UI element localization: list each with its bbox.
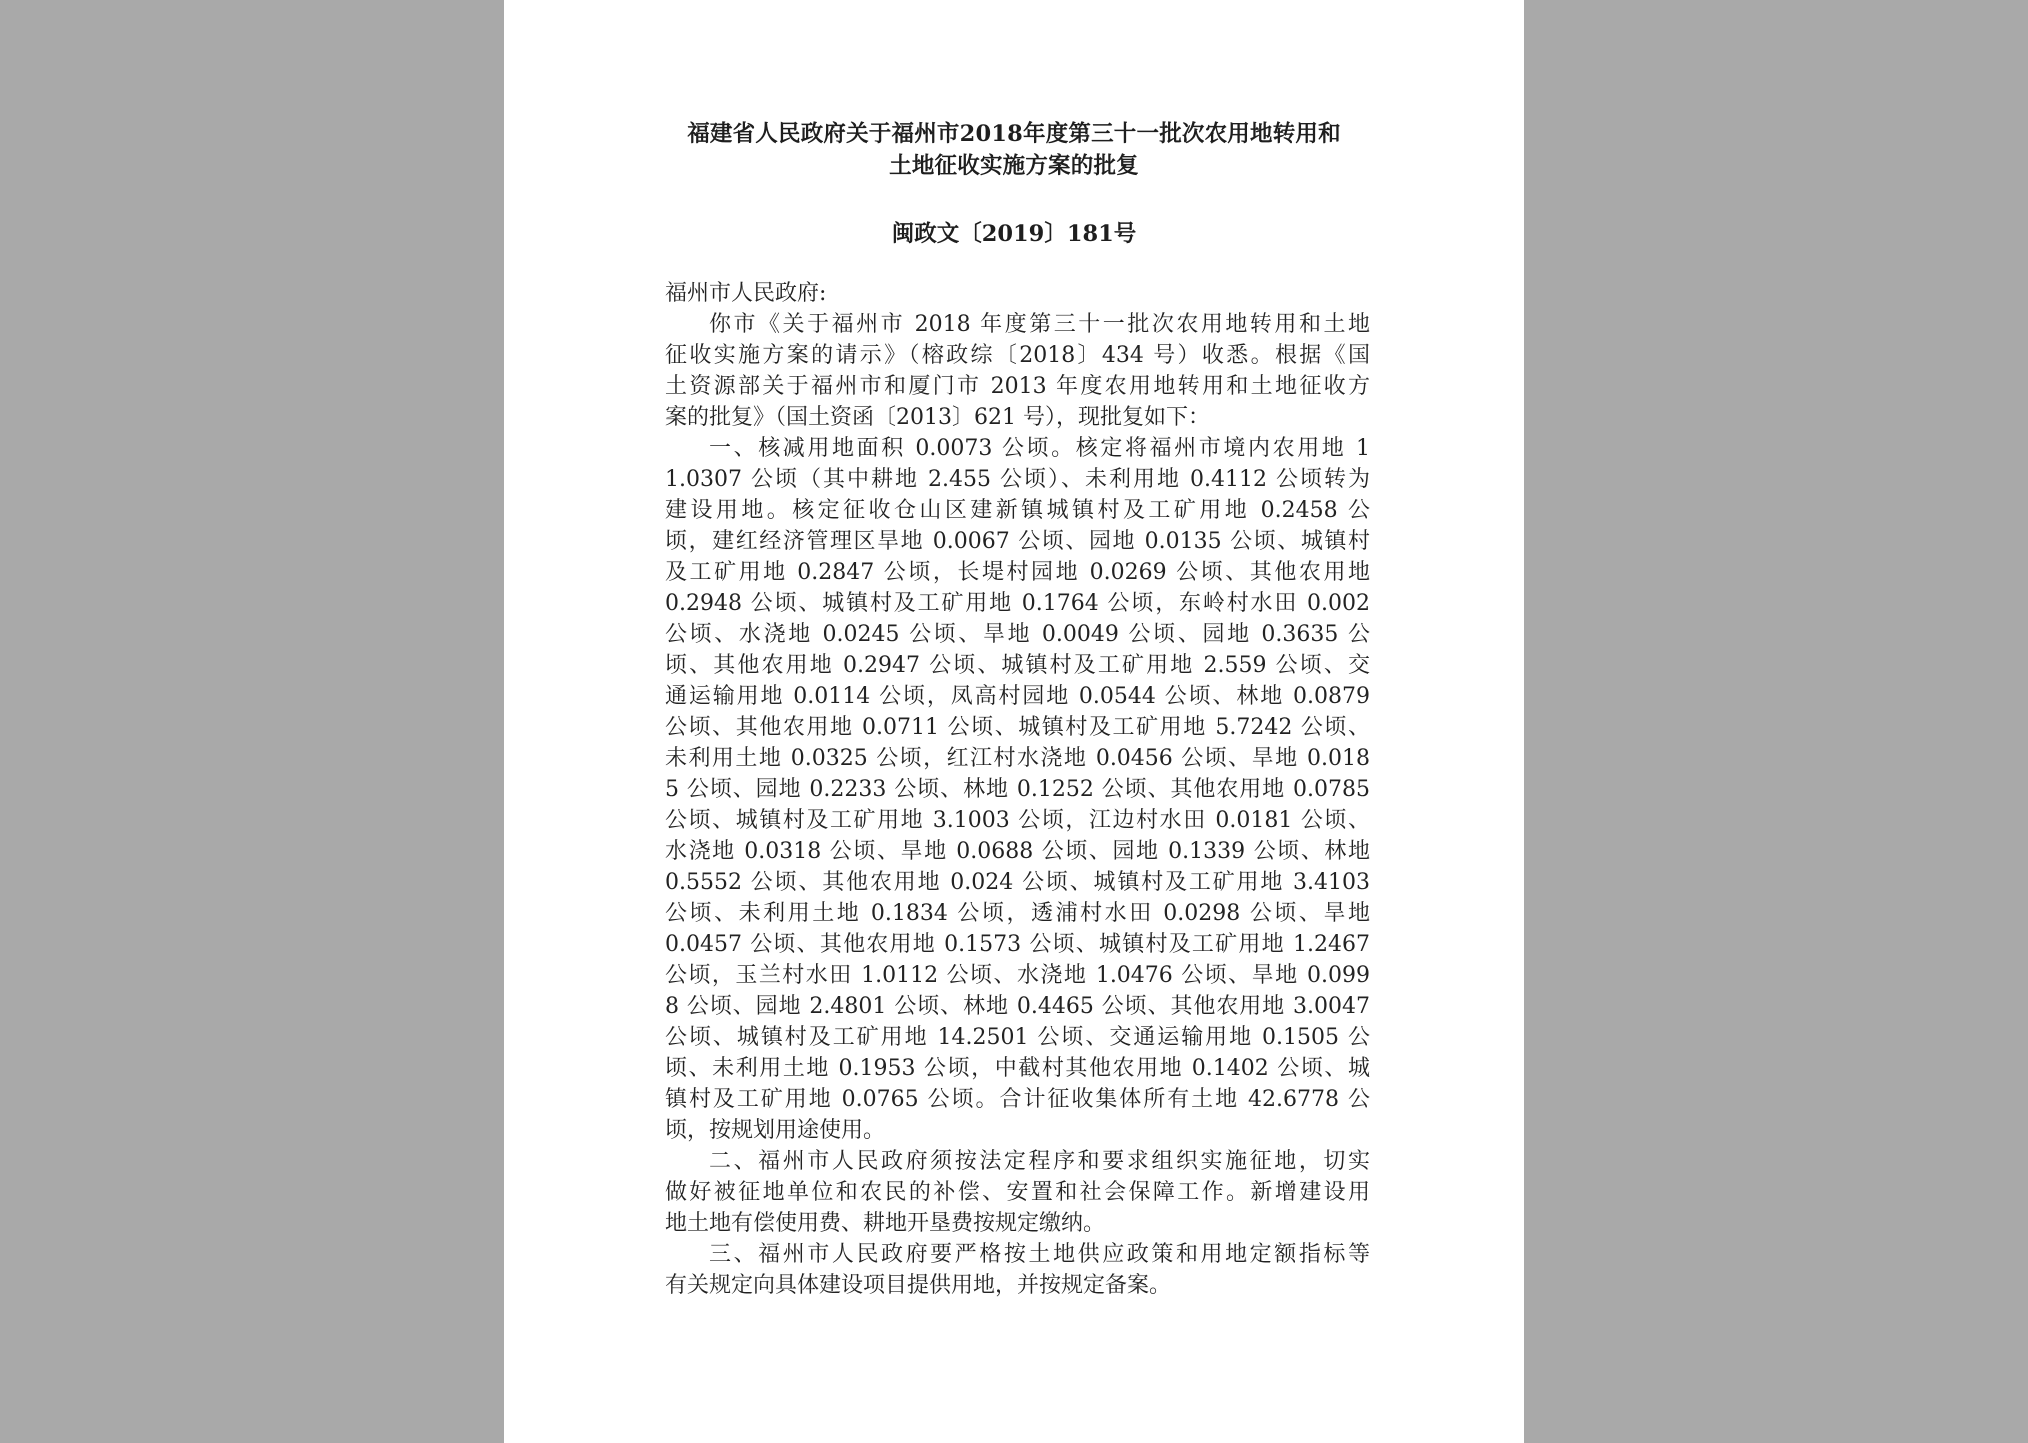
body-line-30: 地土地有偿使用费、耕地开垦费按规定缴纳。	[665, 1211, 1106, 1236]
body-line-26: 镇村及工矿用地 0.0765 公顷。合计征收集体所有土地 42.6778 公	[665, 1087, 1370, 1112]
body-line-7: 建设用地。核定征收仓山区建新镇城镇村及工矿用地 0.2458 公	[665, 498, 1370, 523]
body-line-22: 公顷，玉兰村水田 1.0112 公顷、水浇地 1.0476 公顷、旱地 0.099	[665, 963, 1370, 988]
body-line-6: 1.0307 公顷（其中耕地 2.455 公顷）、未利用地 0.4112 公顷转为	[665, 467, 1370, 492]
body-line-16: 5 公顷、园地 0.2233 公顷、林地 0.1252 公顷、其他农用地 0.0785	[665, 777, 1370, 802]
document-page	[504, 0, 1524, 1443]
body-line-25: 顷、未利用土地 0.1953 公顷，中截村其他农用地 0.1402 公顷、城	[665, 1056, 1370, 1081]
body-line-4: 案的批复》（国土资函〔2013〕621 号），现批复如下：	[665, 405, 1210, 430]
body-line-31: 三、福州市人民政府要严格按土地供应政策和用地定额指标等	[709, 1242, 1370, 1267]
body-line-5: 一、核减用地面积 0.0073 公顷。核定将福州市境内农用地 1	[709, 436, 1370, 461]
body-line-27: 顷，按规划用途使用。	[665, 1118, 886, 1143]
document-body	[665, 278, 1370, 1301]
body-line-8: 顷，建红经济管理区旱地 0.0067 公顷、园地 0.0135 公顷、城镇村	[665, 529, 1370, 554]
body-line-2: 征收实施方案的请示》（榕政综〔2018〕434 号）收悉。根据《国	[665, 343, 1370, 368]
body-line-13: 通运输用地 0.0114 公顷，凤高村园地 0.0544 公顷、林地 0.0879	[665, 684, 1370, 709]
body-line-9: 及工矿用地 0.2847 公顷，长堤村园地 0.0269 公顷、其他农用地	[665, 560, 1370, 585]
body-line-21: 0.0457 公顷、其他农用地 0.1573 公顷、城镇村及工矿用地 1.2467	[665, 932, 1370, 957]
document-title	[504, 118, 1524, 182]
body-line-17: 公顷、城镇村及工矿用地 3.1003 公顷，江边村水田 0.0181 公顷、	[665, 808, 1370, 833]
body-line-19: 0.5552 公顷、其他农用地 0.024 公顷、城镇村及工矿用地 3.4103	[665, 870, 1370, 895]
body-line-15: 未利用土地 0.0325 公顷，红江村水浇地 0.0456 公顷、旱地 0.018	[665, 746, 1370, 771]
body-line-20: 公顷、未利用土地 0.1834 公顷，透浦村水田 0.0298 公顷、旱地	[665, 901, 1370, 926]
addressee-line: 福州市人民政府:	[665, 281, 827, 306]
body-line-28: 二、福州市人民政府须按法定程序和要求组织实施征地，切实	[709, 1149, 1370, 1174]
body-line-18: 水浇地 0.0318 公顷、旱地 0.0688 公顷、园地 0.1339 公顷、林地	[665, 839, 1370, 864]
title-line-1: 福建省人民政府关于福州市2018年度第三十一批次农用地转用和	[687, 121, 1341, 147]
body-line-10: 0.2948 公顷、城镇村及工矿用地 0.1764 公顷，东岭村水田 0.002	[665, 591, 1370, 616]
document-number: 闽政文〔2019〕181号	[891, 221, 1137, 247]
body-line-23: 8 公顷、园地 2.4801 公顷、林地 0.4465 公顷、其他农用地 3.0047	[665, 994, 1370, 1019]
body-line-14: 公顷、其他农用地 0.0711 公顷、城镇村及工矿用地 5.7242 公顷、	[665, 715, 1370, 740]
body-line-11: 公顷、水浇地 0.0245 公顷、旱地 0.0049 公顷、园地 0.3635 公	[665, 622, 1370, 647]
body-line-24: 公顷、城镇村及工矿用地 14.2501 公顷、交通运输用地 0.1505 公	[665, 1025, 1370, 1050]
body-line-3: 土资源部关于福州市和厦门市 2013 年度农用地转用和土地征收方	[665, 374, 1370, 399]
body-line-12: 顷、其他农用地 0.2947 公顷、城镇村及工矿用地 2.559 公顷、交	[665, 653, 1370, 678]
body-line-1: 你市《关于福州市 2018 年度第三十一批次农用地转用和土地	[709, 312, 1370, 337]
body-line-29: 做好被征地单位和农民的补偿、安置和社会保障工作。新增建设用	[665, 1180, 1370, 1205]
title-line-2: 土地征收实施方案的批复	[889, 153, 1139, 179]
body-line-32: 有关规定向具体建设项目提供用地，并按规定备案。	[665, 1273, 1172, 1298]
